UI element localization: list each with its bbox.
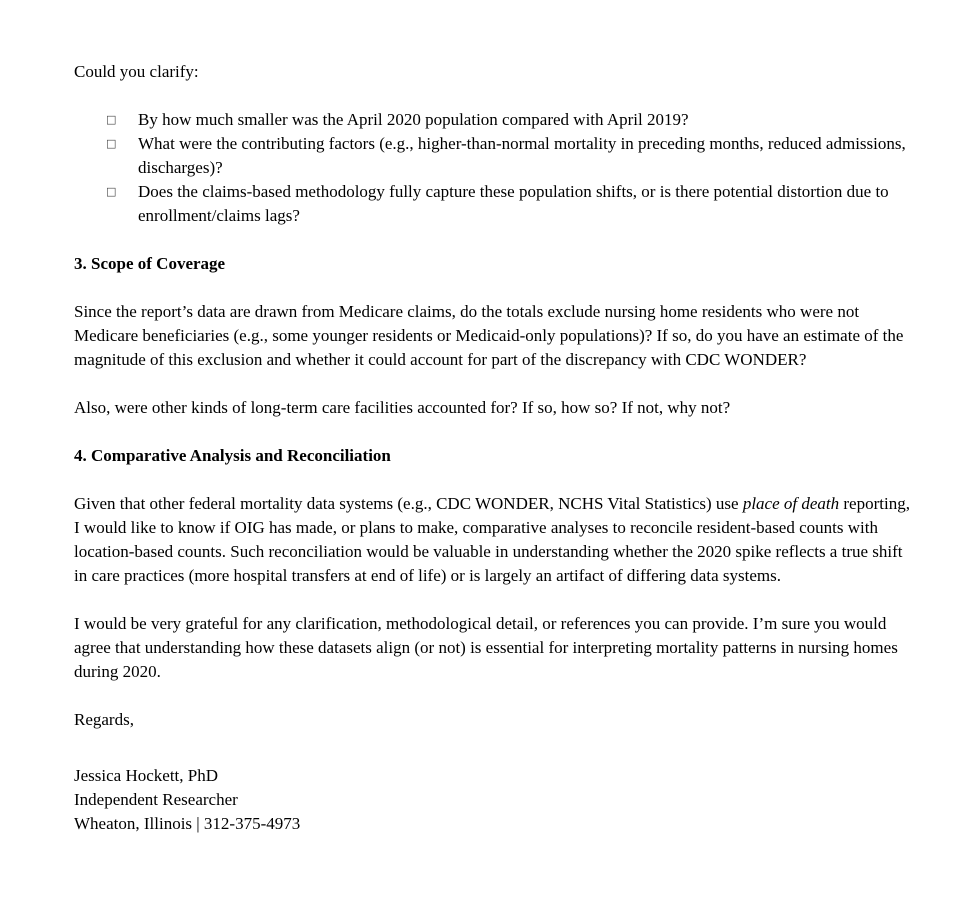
square-bullet-icon: □	[106, 137, 117, 150]
closing-line: Regards,	[74, 710, 134, 729]
list-item-text: What were the contributing factors (e.g., higher-than-normal mortality in preceding months, reduced admissions, discharges)?	[138, 134, 906, 177]
comparative-paragraph-1	[74, 492, 912, 588]
list-item	[74, 180, 912, 228]
list-item	[74, 108, 912, 132]
signature-contact: Wheaton, Illinois | 312-375-4973	[74, 814, 301, 833]
scope-paragraph-2: Also, were other kinds of long-term care facilities accounted for? If so, how so? If not, why not?	[74, 398, 731, 417]
paragraph-text: reporting, I would like to know if OIG has made, or plans to make, comparative analyses to reconcile resident-based counts with location-based counts. Such reconciliation would be valuable in understanding whether the 2020 spike reflects a true shift in care practices (more hospital transfers at end of life) or is largely an artifact of differing data systems.	[74, 494, 910, 585]
clarification-list	[74, 108, 912, 228]
list-item	[74, 132, 912, 180]
signature-name: Jessica Hockett, PhD	[74, 766, 219, 785]
square-bullet-icon: □	[106, 113, 117, 126]
paragraph-text: Given that other federal mortality data systems (e.g., CDC WONDER, NCHS Vital Statistics) use	[74, 494, 743, 513]
signature-title: Independent Researcher	[74, 790, 238, 809]
list-item-text: By how much smaller was the April 2020 population compared with April 2019?	[138, 110, 689, 129]
section-heading-comparative: 4. Comparative Analysis and Reconciliation	[74, 446, 391, 465]
italic-phrase: place of death	[742, 494, 840, 513]
square-bullet-icon: □	[106, 185, 117, 198]
intro-line: Could you clarify:	[74, 62, 199, 81]
signature-block	[74, 764, 912, 836]
section-heading-scope: 3. Scope of Coverage	[74, 254, 226, 273]
scope-paragraph-1: Since the report’s data are drawn from Medicare claims, do the totals exclude nursing home residents who were not Medicare beneficiaries (e.g., some younger residents or Medicaid-only populations)? If so, do you have an estimate of the magnitude of this exclusion and whether it could account for part of the discrepancy with CDC WONDER?	[74, 302, 904, 369]
comparative-paragraph-2: I would be very grateful for any clarification, methodological detail, or references you can provide. I’m sure you would agree that understanding how these datasets align (or not) is essential for interpreting mortality patterns in nursing homes during 2020.	[74, 614, 898, 681]
list-item-text: Does the claims-based methodology fully capture these population shifts, or is there potential distortion due to enrollment/claims lags?	[138, 182, 889, 225]
